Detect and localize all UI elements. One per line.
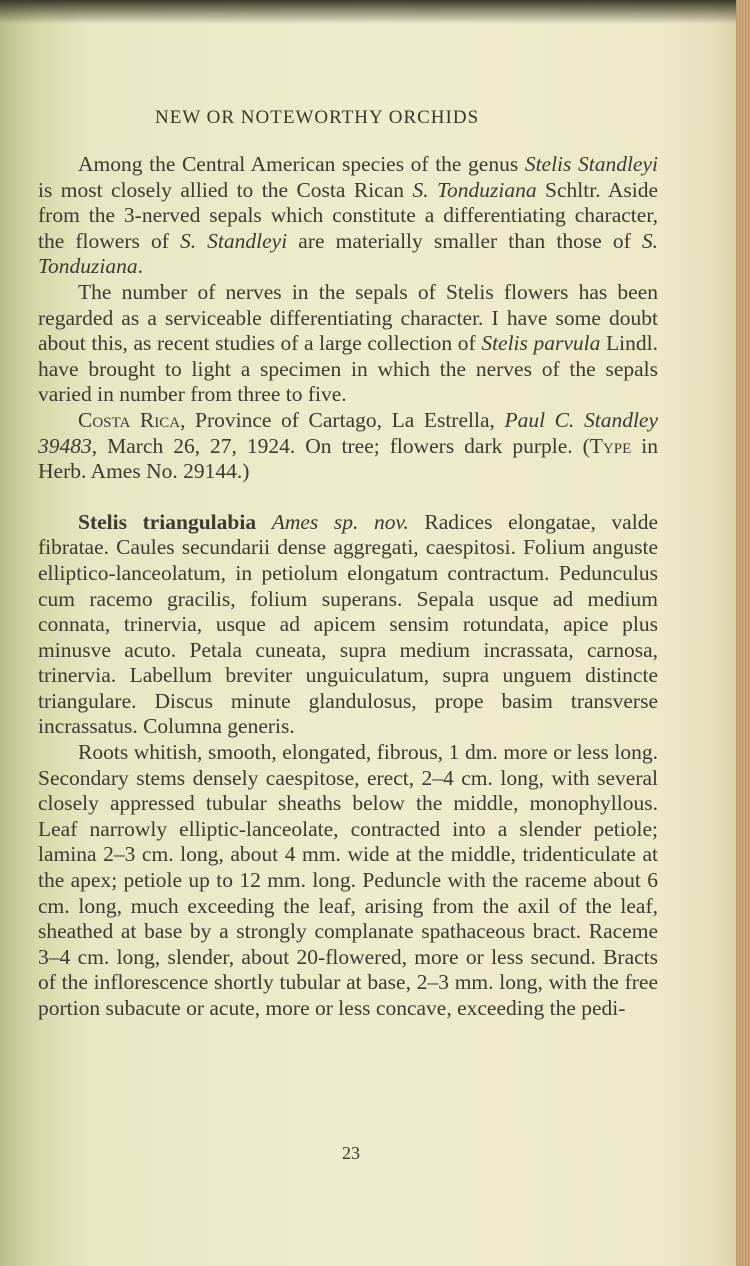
paragraph-english-description (38, 740, 658, 1022)
page-number: 23 (342, 1143, 360, 1163)
text-run: in Herb. Ames No. 29144.) (38, 433, 658, 484)
text-run: The number of nerves in the sepals of Stelis flowers has been regarded as a serviceable differentiating character. I have some doubt about this, as recent studies of a large collection of (38, 279, 658, 356)
collector: Paul C. Standley 39483 (38, 407, 658, 458)
running-head: NEW OR NOTEWORTHY ORCHIDS (155, 107, 480, 128)
text-run: Among the Central American species of the genus (78, 152, 525, 176)
species-name: Stelis parvula (481, 331, 601, 356)
species-name: S. Standleyi (179, 228, 288, 253)
paragraph-comparison (38, 152, 658, 280)
species-authority: Ames sp. nov. (271, 509, 409, 534)
text-run: are materially smaller than those of (287, 228, 642, 253)
section-gap (38, 485, 658, 510)
paragraph-latin-description (38, 510, 658, 740)
species-name: S. Tonduziana (38, 228, 658, 279)
text-run: , March 26, 27, 1924. On tree; flowers dark purple. ( (91, 433, 590, 458)
text-run: Schltr. Aside from the 3-nerved sepals which constitute a differentiating character, the flowers of (38, 177, 658, 253)
paragraph-specimen (38, 408, 658, 485)
species-name: S. Tonduziana (412, 177, 537, 202)
page-edge (736, 0, 750, 1266)
text-run: Radices elongatae, valde fibratae. Caules secundarii dense aggregati, caespitosi. Folium anguste elliptico-lanceolatum, in petiolum elongatum contractum. Pedunculus cum racemo gracilis, folium superans. Sepala usque ad medium connata, trinervia, usque ad apicem sensim rotundata, apice plus minusve acuto. Petala cuneata, supra medium incrassata, carnosa, trinervia. Labellum breviter unguiculatum, supra unguem distincte triangulare. Discus minute glandulosus, prope basim transverse incrassatus. Columna generis. (38, 509, 658, 739)
paragraph-nerves (38, 280, 658, 408)
species-heading: Stelis triangulabia (78, 509, 257, 534)
text-run: Lindl. have brought to light a specimen in which the nerves of the sepals varied in number from three to five. (38, 331, 658, 407)
text-run: . (137, 254, 143, 279)
locality-country: Costa Rica (78, 407, 181, 432)
type-label: Type (589, 433, 632, 458)
text-run: is most closely allied to the Costa Rican (38, 177, 413, 202)
text-run: Roots whitish, smooth, elongated, fibrous, 1 dm. more or less long. Secondary stems densely caespitose, erect, 2–4 cm. long, with several closely appressed tubular sheaths below the middle, monophyllous. Leaf narrowly elliptic-lanceolate, contracted into a slender petiole; lamina 2–3 cm. long, about 4 mm. wide at the middle, tridenticulate at the apex; petiole up to 12 mm. long. Peduncle with the raceme about 6 cm. long, much exceeding the leaf, arising from the axil of the leaf, sheathed at base by a strongly complanate spathaceous bract. Raceme 3–4 cm. long, slender, about 20-flowered, more or less secund. Bracts of the inflorescence shortly tubular at base, 2–3 mm. long, with the free portion subacute or acute, more or less concave, exceeding the pedi- (38, 740, 658, 1020)
top-shadow (0, 0, 750, 24)
species-name: Stelis Standleyi (524, 152, 658, 176)
body-text (38, 152, 658, 1022)
text-run: , Province of Cartago, La Estrella, (180, 407, 505, 432)
